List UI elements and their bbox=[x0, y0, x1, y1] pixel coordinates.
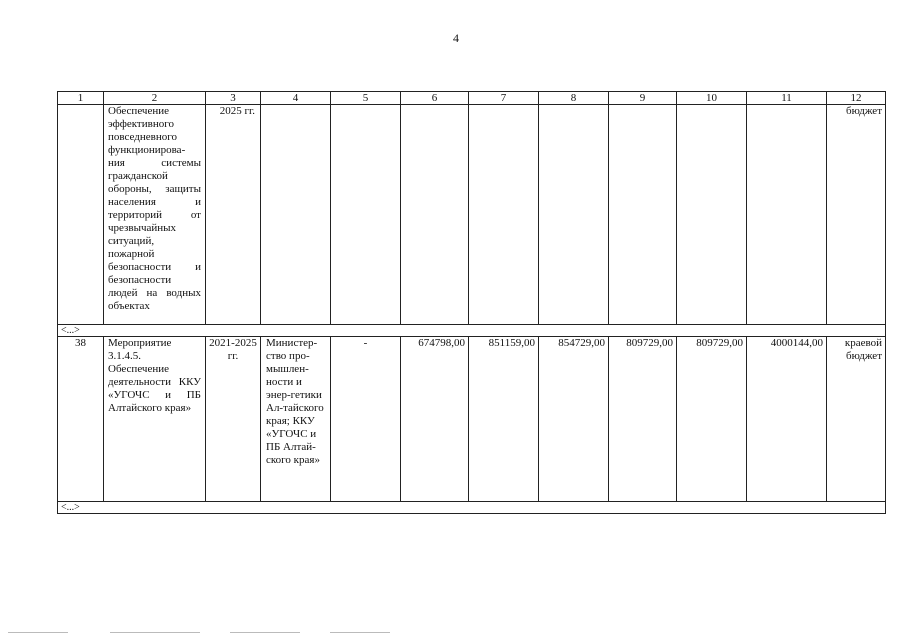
row-number-cell bbox=[58, 105, 104, 325]
table-header-row bbox=[58, 92, 886, 105]
value-cell: 851159,00 bbox=[469, 337, 539, 502]
budget-table bbox=[57, 91, 886, 514]
value-cell: 854729,00 bbox=[539, 337, 609, 502]
header-cell: 4 bbox=[261, 92, 331, 105]
value-cell bbox=[539, 105, 609, 325]
value-cell bbox=[401, 105, 469, 325]
executor-cell bbox=[261, 105, 331, 325]
page-number: 4 bbox=[453, 31, 459, 45]
omission-row bbox=[58, 502, 886, 514]
row-number-cell: 38 bbox=[58, 337, 104, 502]
header-cell: 8 bbox=[539, 92, 609, 105]
funding-source-cell: бюджет bbox=[827, 105, 886, 325]
header-cell: 11 bbox=[747, 92, 827, 105]
period-cell: 2025 гг. bbox=[206, 105, 261, 325]
value-cell: 4000144,00 bbox=[747, 337, 827, 502]
value-cell bbox=[609, 105, 677, 325]
header-cell: 1 bbox=[58, 92, 104, 105]
header-cell: 2 bbox=[104, 92, 206, 105]
period-cell: 2021-2025 гг. bbox=[206, 337, 261, 502]
header-cell: 7 bbox=[469, 92, 539, 105]
funding-source-cell: краевой бюджет bbox=[827, 337, 886, 502]
omission-marker: <...> bbox=[58, 325, 886, 337]
header-cell: 6 bbox=[401, 92, 469, 105]
value-cell bbox=[747, 105, 827, 325]
measure-name-cell: Обеспечение эффективного повседневного функционирова-ния системы гражданской обороны, защиты населения и территорий от чрезвычайных ситуаций, пожарной безопасности и безопасности людей на водных объектах bbox=[104, 105, 206, 325]
header-cell: 12 bbox=[827, 92, 886, 105]
value-cell: 674798,00 bbox=[401, 337, 469, 502]
header-cell: 3 bbox=[206, 92, 261, 105]
header-cell: 5 bbox=[331, 92, 401, 105]
value-cell: 809729,00 bbox=[677, 337, 747, 502]
header-cell: 10 bbox=[677, 92, 747, 105]
value-cell bbox=[677, 105, 747, 325]
value-cell bbox=[331, 105, 401, 325]
omission-marker: <...> bbox=[58, 502, 886, 514]
value-cell: 809729,00 bbox=[609, 337, 677, 502]
table-row bbox=[58, 337, 886, 502]
executor-cell: Министер-ство про-мышлен-ности и энер-гетики Ал-тайского края; ККУ «УГОЧС и ПБ Алтай-ского края» bbox=[261, 337, 331, 502]
header-cell: 9 bbox=[609, 92, 677, 105]
table-row bbox=[58, 105, 886, 325]
scan-artifacts bbox=[0, 626, 912, 640]
value-cell: - bbox=[331, 337, 401, 502]
omission-row bbox=[58, 325, 886, 337]
measure-name-cell: Мероприятие 3.1.4.5. Обеспечение деятельности ККУ «УГОЧС и ПБ Алтайского края» bbox=[104, 337, 206, 502]
value-cell bbox=[469, 105, 539, 325]
